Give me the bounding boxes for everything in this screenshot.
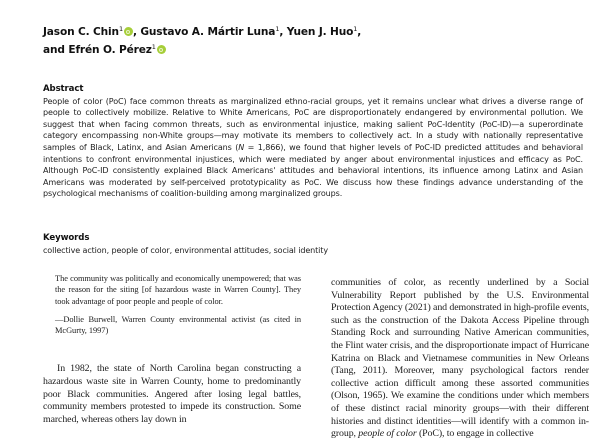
- body-column-right: [331, 277, 589, 441]
- paragraph: In 1982, the state of North Carolina began constructing a hazardous waste site in Warren County, home to predominantly poor Black communities. Angered after losing legal battles, community members protested to impede its construction. Some marched, whereas others lay down in: [43, 363, 301, 425]
- keywords-text: collective action, people of color, environmental attitudes, social identity: [43, 245, 328, 255]
- affiliation-mark: 1: [118, 25, 123, 33]
- orcid-icon[interactable]: [157, 45, 166, 54]
- keywords-section: [43, 233, 583, 256]
- abstract-text: People of color (PoC) face common threats as marginalized ethno-racial groups, yet it remains unclear what drives a diverse range of people to collectively mobilize. Relative to White Americans, PoC are disproportionately endangered by environmental pollution. We suggest that when facing common threats, such as environmental injustice, making salient PoC-Identity (PoC-ID)—a superordinate category encompassing non-White groups—may motivate its members to collectively act. In a study with nationally representative samples of Black, Latinx, and Asian Americans (N = 1,866), we found that higher levels of PoC-ID predicted attitudes and behavioral intentions to confront environmental injustices, which were mediated by anger about environmental injustices and efficacy as PoC. Although PoC-ID consistently explained Black Americans' attitudes and behavioral intentions, its influence among Latinx and Asian Americans was moderated by self-perceived prototypicality as PoC. We discuss how these findings advance understanding of the psychological mechanisms of coalition-building among marginalized groups.: [43, 96, 583, 199]
- orcid-icon[interactable]: [124, 27, 133, 36]
- author[interactable]: Jason C. Chin$^1$ ,: [43, 25, 141, 38]
- affiliation-mark: 1: [275, 25, 280, 33]
- affiliation-mark: 1: [353, 25, 358, 33]
- emphasis-term: people of color: [358, 428, 417, 440]
- sample-size-label: N: [238, 142, 245, 152]
- author-list: [43, 22, 583, 58]
- body-column-left: [43, 273, 301, 426]
- keywords-heading: Keywords: [43, 233, 90, 243]
- author[interactable]: and Efrén O. Pérez$^1$: [43, 44, 166, 56]
- body-text-left: [43, 363, 301, 426]
- abstract-section: [43, 84, 583, 200]
- epigraph-quote: The community was politically and economically unempowered; that was the reason for the siting [of hazardous waste in Warren County]. They took advantage of poor people and people of color.: [55, 274, 301, 306]
- sample-size-value: = 1,866: [244, 142, 281, 152]
- paragraph: communities of color, as recently underlined by a Social Vulnerability Report published by the U.S. Environmental Protection Agency (2021) and demonstrated in high-profile events, such as the construction of the Dakota Access Pipeline through Standing Rock and surrounding Native American communities, the Flint water crisis, and the disproportionate impact of Hurricane Katrina on Black and Vietnamese communities in New Orleans (Tang, 2011). Moreover, many psychological factors render collective action difficult among these assorted communities (Olson, 1965). We examine the conditions under which members of these distinct racial minority groups—with their different histories and distinct identities—will identify with a common in-group, people of color (PoC), to engage in collective: [331, 277, 589, 440]
- affiliation-mark: 1: [151, 43, 156, 51]
- epigraph-attribution: —Dollie Burwell, Warren County environmental activist (as cited in McGurty, 1997): [55, 314, 301, 336]
- author[interactable]: Gustavo A. Mártir Luna$^1$,: [140, 25, 287, 38]
- abstract-heading: Abstract: [43, 84, 84, 94]
- epigraph: [55, 273, 301, 336]
- author[interactable]: Yuen J. Huo$^1$,: [286, 25, 362, 38]
